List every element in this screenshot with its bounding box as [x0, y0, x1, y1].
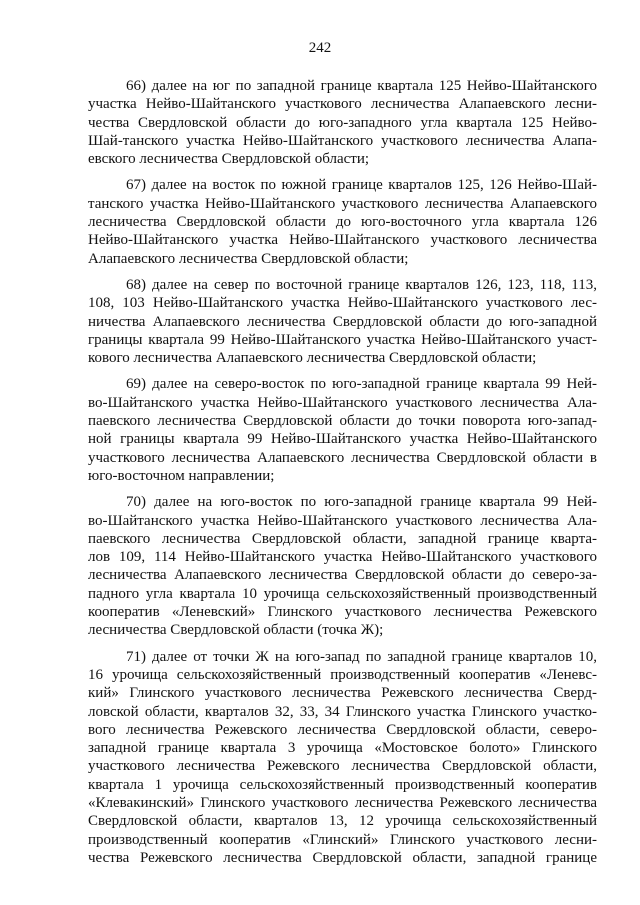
text-line: 108, 103 Нейво-Шайтанского участка Нейво-Шайтанского участкового лес-: [88, 295, 597, 312]
paragraph-66: [88, 77, 597, 168]
text-line: границы квартала 99 Нейво-Шайтанского участка Нейво-Шайтанского участ-: [88, 331, 597, 348]
text-line: чества Свердловской области до юго-западного угла квартала 125 Нейво-: [88, 114, 597, 131]
text-line: кового лесничества Алапаевского лесничества Свердловской области;: [88, 350, 537, 367]
text-line: производственный кооператив «Глинский» Глинского участкового лесни-: [88, 831, 597, 848]
text-line: ной границы квартала 99 Нейво-Шайтанского участка Нейво-Шайтанского: [88, 431, 597, 448]
paragraph-71: [88, 648, 597, 868]
text-line: «Клевакинский» Глинского участкового лесничества Режевского лесничества: [88, 794, 597, 811]
document-body: [88, 77, 597, 875]
paragraph-67: [88, 176, 597, 267]
text-line: евского лесничества Свердловской области;: [88, 151, 370, 168]
text-line: Алапаевского лесничества Свердловской области;: [88, 250, 409, 267]
paragraph-69: [88, 375, 597, 485]
text-line: Шай-танского участка Нейво-Шайтанского участкового лесничества Алапа-: [88, 132, 597, 149]
paragraph-68: [88, 276, 597, 367]
page-number: 242: [308, 40, 332, 56]
text-line: ловской области, кварталов 32, 33, 34 Глинского участка Глинского участко-: [88, 703, 597, 720]
text-line: кооператив «Леневский» Глинского участкового лесничества Режевского: [88, 604, 597, 621]
text-line: лов 109, 114 Нейво-Шайтанского участка Нейво-Шайтанского участкового: [88, 549, 597, 566]
text-line: 66) далее на юг по западной границе квартала 125 Нейво-Шайтанского: [126, 78, 597, 94]
text-line: чества Режевского лесничества Свердловской области, западной границе: [88, 849, 597, 866]
text-line: паевского лесничества Свердловской области до точки поворота юго-запад-: [88, 413, 597, 430]
text-line: вого лесничества Режевского лесничества Свердловской области, северо-: [88, 721, 597, 738]
text-line: участкового лесничества Режевского лесничества Свердловской области,: [88, 758, 597, 775]
text-line: падного угла квартала 10 урочища сельскохозяйственный производственный: [88, 585, 597, 602]
text-line: лесничества Алапаевского лесничества Свердловской области до северо-за-: [88, 567, 597, 584]
paragraph-70: [88, 493, 597, 639]
text-line: танского участка Нейво-Шайтанского участкового лесничества Алапаевского: [88, 195, 597, 212]
text-line: 67) далее на восток по южной границе кварталов 125, 126 Нейво-Шай-: [126, 177, 597, 194]
text-line: 68) далее на север по восточной границе кварталов 126, 123, 118, 113,: [126, 276, 597, 293]
text-line: лесничества Свердловской области до юго-восточного угла квартала 126: [88, 214, 597, 231]
text-line: Нейво-Шайтанского участка Нейво-Шайтанского участкового лесничества: [88, 232, 597, 249]
text-line: квартала 1 урочища сельскохозяйственный производственный кооператив: [88, 776, 597, 793]
text-line: ничества Алапаевского лесничества Свердловской области до юго-западной: [88, 313, 597, 330]
text-line: паевского лесничества Свердловской области, западной границе кварта-: [88, 530, 597, 547]
text-line: во-Шайтанского участка Нейво-Шайтанского участкового лесничества Ала-: [88, 394, 597, 411]
text-line: Свердловской области, кварталов 13, 12 урочища сельскохозяйственный: [88, 813, 597, 830]
text-line: кий» Глинского участкового лесничества Режевского лесничества Сверд-: [88, 685, 597, 702]
text-line: западной границе квартала 3 урочища «Мостовское болото» Глинского: [88, 740, 597, 757]
text-line: 69) далее на северо-восток по юго-западной границе квартала 99 Ней-: [126, 376, 597, 393]
text-line: 71) далее от точки Ж на юго-запад по западной границе кварталов 10,: [126, 648, 597, 665]
text-line: лесничества Свердловской области (точка Ж);: [88, 622, 384, 639]
text-line: юго-восточном направлении;: [88, 467, 275, 484]
text-line: во-Шайтанского участка Нейво-Шайтанского участкового лесничества Ала-: [88, 512, 597, 529]
text-line: участка Нейво-Шайтанского участкового лесничества Алапаевского лесни-: [88, 96, 597, 113]
text-line: участкового лесничества Алапаевского лесничества Свердловской области в: [88, 449, 597, 466]
text-line: 70) далее на юго-восток по юго-западной границе квартала 99 Ней-: [126, 494, 597, 511]
text-line: 16 урочища сельскохозяйственный производственный кооператив «Леневс-: [88, 666, 597, 683]
